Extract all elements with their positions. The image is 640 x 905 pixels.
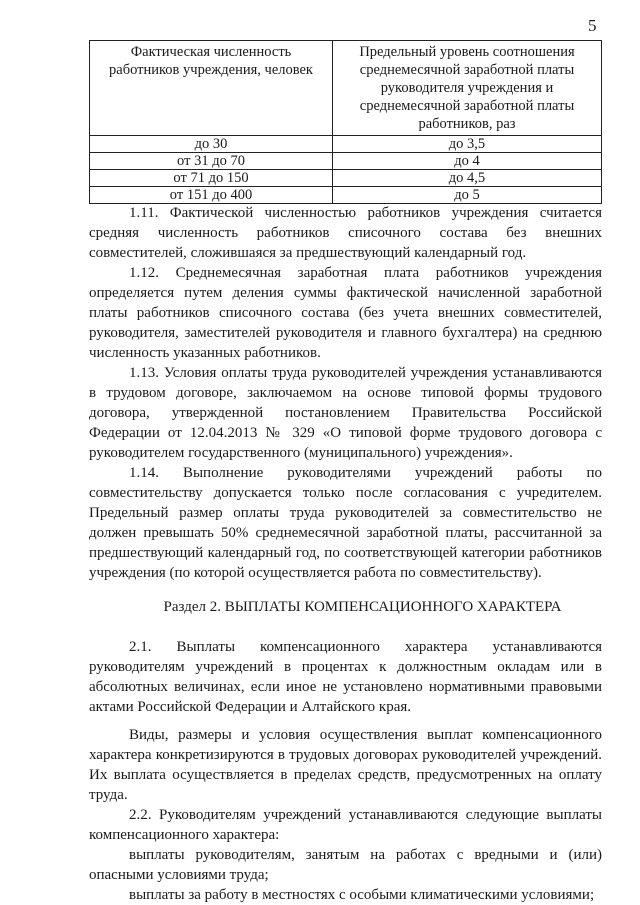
cell-employee-count: от 31 до 70	[90, 153, 333, 170]
cell-salary-ratio: до 5	[333, 187, 602, 204]
paragraph-1-13: 1.13. Условия оплаты труда руководителей учреждения устанавливаются в трудовом договоре, заключаемом на основе типовой формы трудового договора, утвержденной постановлением Правительства Российской Федерации от 12.04.2013 № 329 «О типовой форме трудового договора с руководителем государственного (муниципального) учреждения».	[89, 365, 602, 461]
cell-employee-count: от 151 до 400	[90, 187, 333, 204]
table-row	[90, 170, 602, 187]
cell-employee-count: от 71 до 150	[90, 170, 333, 187]
list-item: выплаты за работу в местностях с особыми климатическими условиями;	[129, 887, 595, 903]
header-employee-count: Фактическая численность работников учреждения, человек	[90, 41, 333, 136]
paragraph-2-2: 2.2. Руководителям учреждений устанавливаются следующие выплаты компенсационного характера:	[89, 807, 602, 843]
paragraph-1-11: 1.11. Фактической численностью работников учреждения считается средняя численность работников списочного состава без внешних совместителей, сложившаяся за предшествующий календарный год.	[89, 205, 602, 261]
cell-salary-ratio: до 4,5	[333, 170, 602, 187]
table-row	[90, 153, 602, 170]
paragraph-2-1-types: Виды, размеры и условия осуществления выплат компенсационного характера конкретизируются в трудовых договорах руководителей учреждений. Их выплата осуществляется в пределах средств, предусмотренных на оплату труда.	[89, 727, 602, 803]
table-row	[90, 187, 602, 204]
cell-employee-count: до 30	[90, 136, 333, 153]
paragraph-1-14: 1.14. Выполнение руководителями учреждений работы по совместительству допускается только после согласования с учредителем. Предельный размер оплаты труда руководителей за совместительство не должен превышать 50% среднемесячной заработной платы, рассчитанной за предшествующий календарный год, по соответствующей категории работников учреждения (по которой осуществляется работа по совместительству).	[89, 465, 602, 581]
list-item: выплаты руководителям, занятым на работах с вредными и (или) опасными условиями труда;	[89, 847, 602, 883]
document-body	[89, 203, 602, 905]
table-header-row	[90, 41, 602, 136]
cell-salary-ratio: до 3,5	[333, 136, 602, 153]
table-row	[90, 136, 602, 153]
salary-ratio-table	[89, 40, 602, 204]
paragraph-2-1: 2.1. Выплаты компенсационного характера устанавливаются руководителям учреждений в процентах к должностным окладам или в абсолютных величинах, если иное не установлено нормативными правовыми актами Российской Федерации и Алтайского края.	[89, 639, 602, 715]
section-2-heading: Раздел 2. ВЫПЛАТЫ КОМПЕНСАЦИОННОГО ХАРАКТЕРА	[163, 599, 562, 615]
header-salary-ratio: Предельный уровень соотношения среднемесячной заработной платы руководителя учреждения и среднемесячной заработной платы работников, раз	[333, 41, 602, 136]
page-number: 5	[588, 16, 597, 35]
paragraph-1-12: 1.12. Среднемесячная заработная плата работников учреждения определяется путем деления суммы фактической начисленной заработной платы работников списочного состава (без учета внешних совместителей, руководителя, заместителей руководителя и главного бухгалтера) на среднюю численность указанных работников.	[89, 265, 602, 361]
cell-salary-ratio: до 4	[333, 153, 602, 170]
